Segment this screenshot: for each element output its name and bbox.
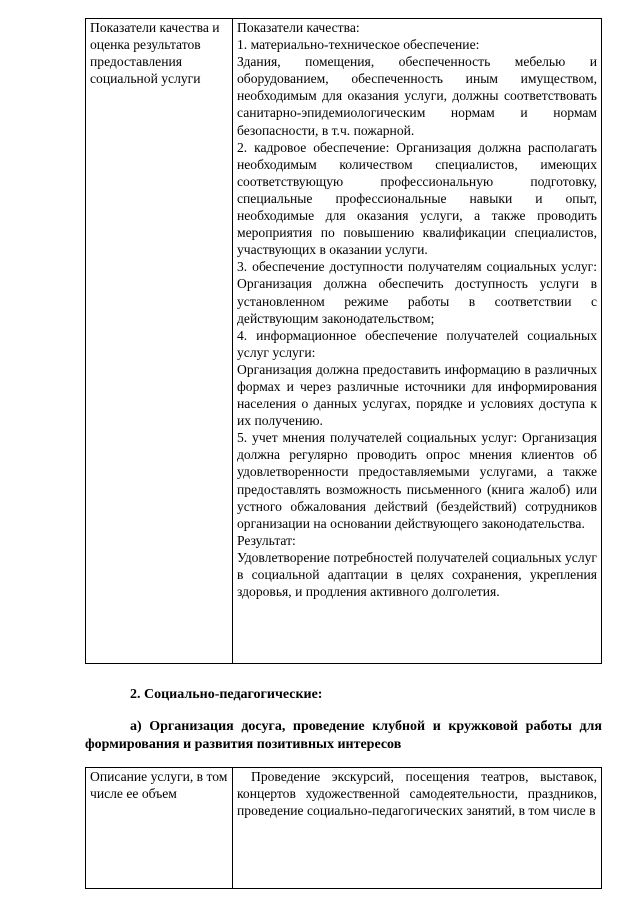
indicator-4-title: 4. информационное обеспечение получателей социальных услуг услуги: (237, 327, 597, 360)
indicator-3-text: 3. обеспечение доступности получателям социальных услуг: Организация должна обеспечить доступность услуги в установленном режиме работы в соответствии с действующим законодательством; (237, 259, 597, 326)
service-description-table (85, 767, 602, 889)
service-subheading: а) Организация досуга, проведение клубной и кружковой работы для формирования и развития позитивных интересов (85, 719, 602, 752)
table-row (86, 19, 602, 664)
indicator-1-text: Здания, помещения, обеспеченность мебелью и оборудованием, обеспеченность иным имуществом, необходимым для оказания услуги, должны соответствовать санитарно-эпидемиологическим нормам и нормам безопасности, в т.ч. пожарной. (237, 54, 597, 138)
row-content-cell (233, 19, 602, 664)
indicator-1-title: 1. материально-техническое обеспечение: (237, 37, 480, 53)
section-heading: 2. Социально-педагогические: (130, 687, 323, 702)
indicator-2-text: 2. кадровое обеспечение: Организация должна располагать необходимым количеством специалистов, имеющих соответствующую профессиональную подготовку, специальные профессиональные навыки и опыт, необходимые для оказания услуги, а также проводить мероприятия по повышению квалификации специалистов, участвующих в оказании услуги. (237, 139, 597, 258)
indicators-intro: Показатели качества: (237, 20, 360, 35)
row-label-cell: Показатели качества и оценка результатов предоставления социальной услуги (86, 19, 233, 664)
result-label: Результат: (237, 532, 296, 548)
quality-indicators-table (85, 18, 602, 664)
indicator-5-text: 5. учет мнения получателей социальных услуг: Организация должна регулярно проводить опрос мнения клиентов об удовлетворенности предоставляемыми услугами, а также предоставлять возможность письменного (книга жалоб) или устного обжалования действий (бездействий) сотрудников организации на основании действующего законодательства. (237, 430, 597, 531)
table-row (86, 768, 602, 889)
row-label-cell: Описание услуги, в том числе ее объем (86, 768, 233, 889)
result-text: Удовлетворение потребностей получателей социальных услуг в социальной адаптации в целях сохранения, укрепления здоровья, и продления активного долголетия. (237, 549, 597, 600)
indicator-4-text: Организация должна предоставить информацию в различных формах и через различные источники для информирования населения о данных услугах, порядке и условиях доступа к их получению. (237, 361, 597, 429)
row-content-cell (233, 768, 602, 889)
service-description-text: Проведение экскурсий, посещения театров, выставок, концертов художественной самодеятельности, праздников, проведение социально-педагогических занятий, в том числе в (237, 769, 597, 819)
